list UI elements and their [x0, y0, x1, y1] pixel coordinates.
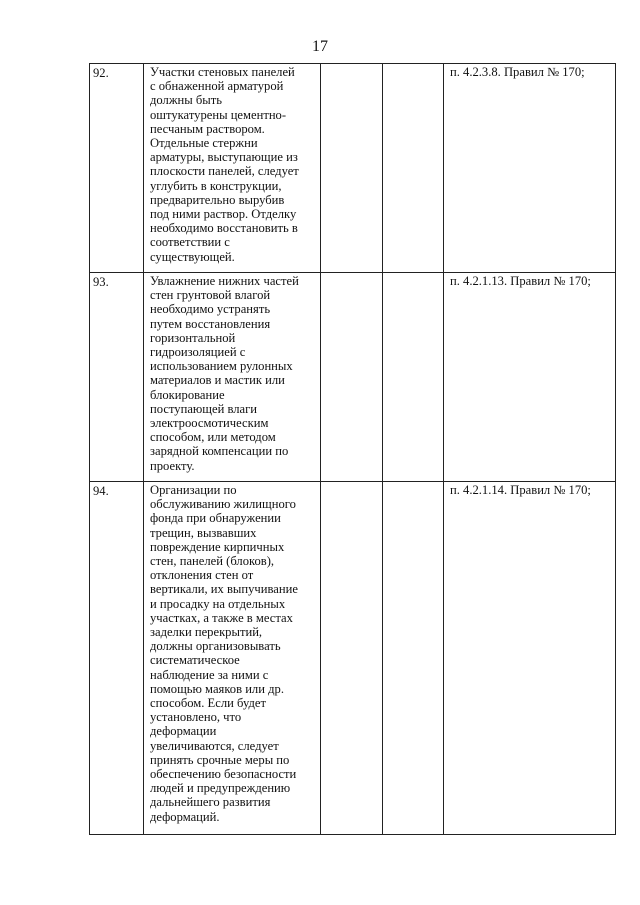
requirement-text: Участки стеновых панелей с обнаженной арматурой должны быть оштукатурены цементно- песчаным раствором. Отдельные стержни арматуры, выступающие из плоскости панелей, следует углубить в конструкции, предварительно вырубив под ними раствор. Отделку необходимо восстановить в соответствии с существующей.	[150, 65, 299, 264]
regulation-reference: п. 4.2.3.8. Правил № 170;	[450, 65, 585, 79]
page-number: 17	[312, 38, 328, 55]
requirement-text: Увлажнение нижних частей стен грунтовой влагой необходимо устранять путем восстановления горизонтальной гидроизоляцией с использованием рулонных материалов и мастик или блокирование поступающей влаги электроосмотическим способом, или методом зарядной компенсации по проекту.	[150, 274, 299, 473]
table-row	[90, 482, 616, 835]
regulation-reference: п. 4.2.1.13. Правил № 170;	[450, 274, 591, 288]
regulation-reference: п. 4.2.1.14. Правил № 170;	[450, 483, 591, 497]
row-number: 92.	[93, 66, 109, 80]
table-row	[90, 273, 616, 482]
requirements-table	[89, 63, 616, 835]
row-number: 93.	[93, 275, 109, 289]
row-number: 94.	[93, 484, 109, 498]
requirement-text: Организации по обслуживанию жилищного фонда при обнаружении трещин, вызвавших повреждение кирпичных стен, панелей (блоков), отклонения стен от вертикали, их выпучивание и просадку на отдельных участках, а также в местах заделки перекрытий, должны организовывать систематическое наблюдение за ними с помощью маяков или др. способом. Если будет установлено, что деформации увеличиваются, следует принять срочные меры по обеспечению безопасности людей и предупреждению дальнейшего развития деформаций.	[150, 483, 298, 824]
table-row	[90, 64, 616, 273]
